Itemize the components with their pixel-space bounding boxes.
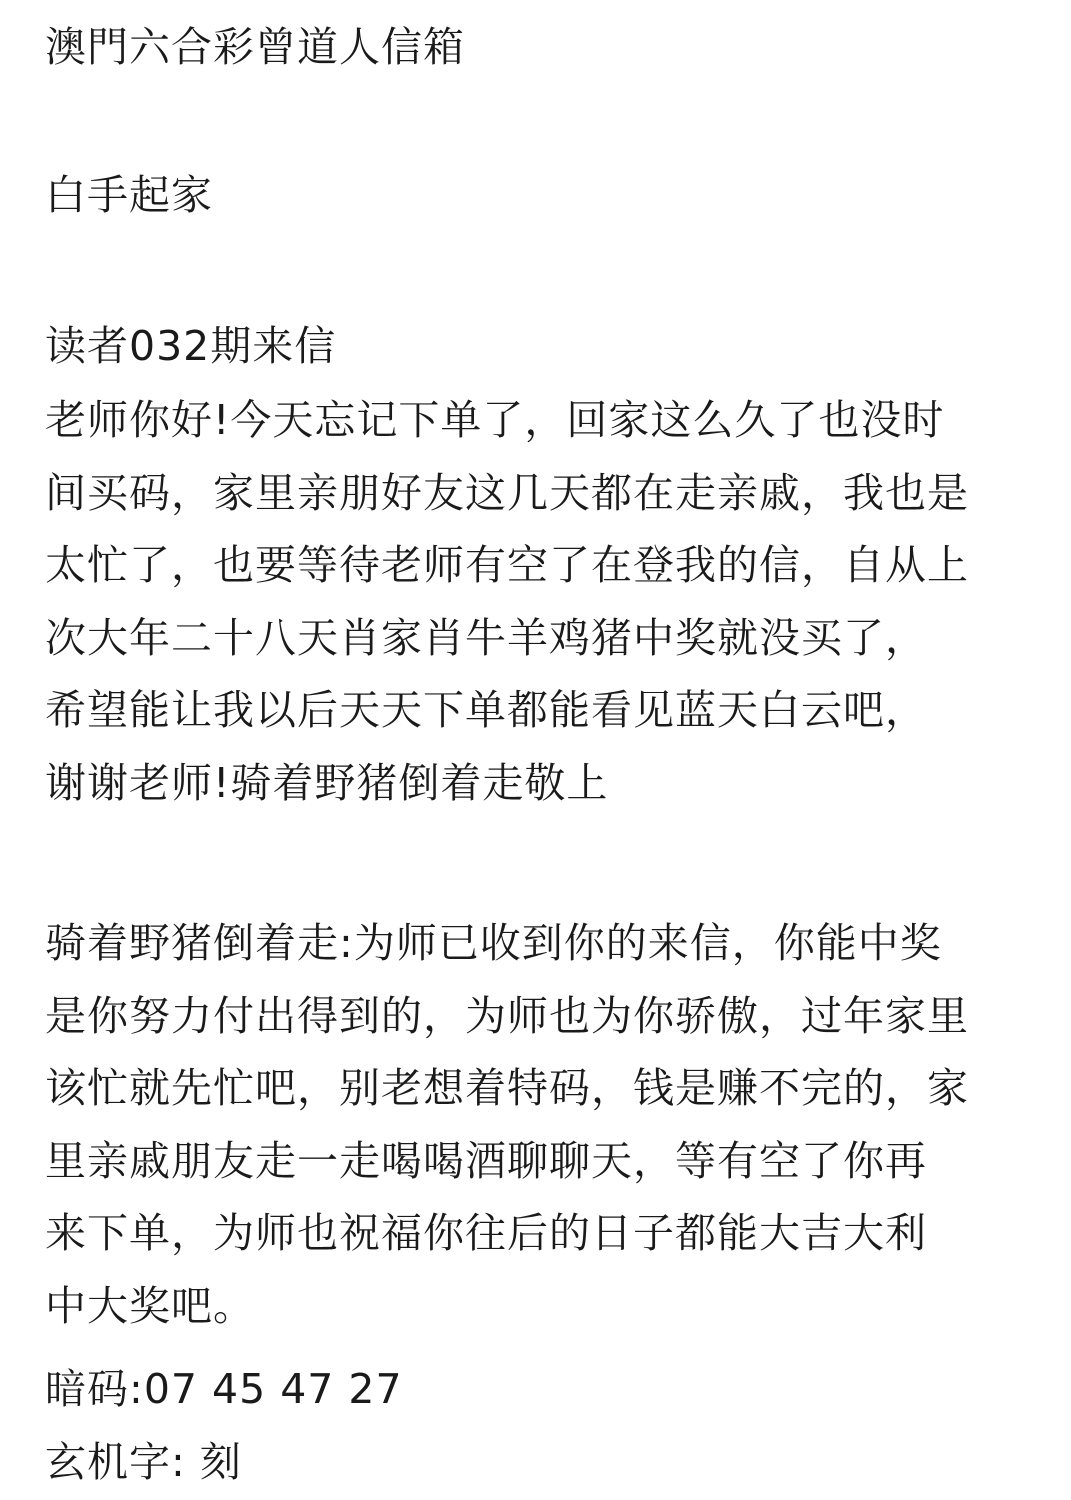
letter-line: 太忙了，也要等待老师有空了在登我的信，自从上 bbox=[45, 541, 969, 589]
letter-line: 希望能让我以后天天下单都能看见蓝天白云吧， bbox=[45, 686, 927, 734]
page-title: 澳門六合彩曾道人信箱 bbox=[45, 23, 465, 71]
letter-line: 次大年二十八天肖家肖牛羊鸡猪中奖就没买了， bbox=[45, 613, 927, 662]
mystery-word: 玄机字: 刻 bbox=[45, 1438, 242, 1486]
letter-line: 老师你好!今天忘记下单了，回家这么久了也没时 bbox=[45, 396, 945, 444]
master-reply bbox=[45, 907, 1035, 1342]
reply-line: 来下单，为师也祝福你往后的日子都能大吉大利 bbox=[45, 1209, 927, 1257]
letter-line: 谢谢老师!骑着野猪倒着走敬上 bbox=[45, 758, 609, 807]
reply-line: 里亲戚朋友走一走喝喝酒聊聊天，等有空了你再 bbox=[45, 1136, 927, 1185]
secret-code: 暗码:07 45 47 27 bbox=[45, 1365, 403, 1413]
reply-line: 骑着野猪倒着走:为师已收到你的来信，你能中奖 bbox=[45, 919, 942, 967]
reply-line: 该忙就先忙吧，别老想着特码，钱是赚不完的，家 bbox=[45, 1064, 969, 1112]
page-subtitle: 白手起家 bbox=[45, 171, 213, 219]
reply-line: 是你努力付出得到的，为师也为你骄傲，过年家里 bbox=[45, 991, 969, 1040]
issue-label: 读者032期来信 bbox=[45, 322, 337, 370]
reader-letter bbox=[45, 384, 1035, 819]
reply-line: 中大奖吧。 bbox=[45, 1281, 255, 1330]
letter-line: 间买码，家里亲朋好友这几天都在走亲戚，我也是 bbox=[45, 468, 969, 517]
